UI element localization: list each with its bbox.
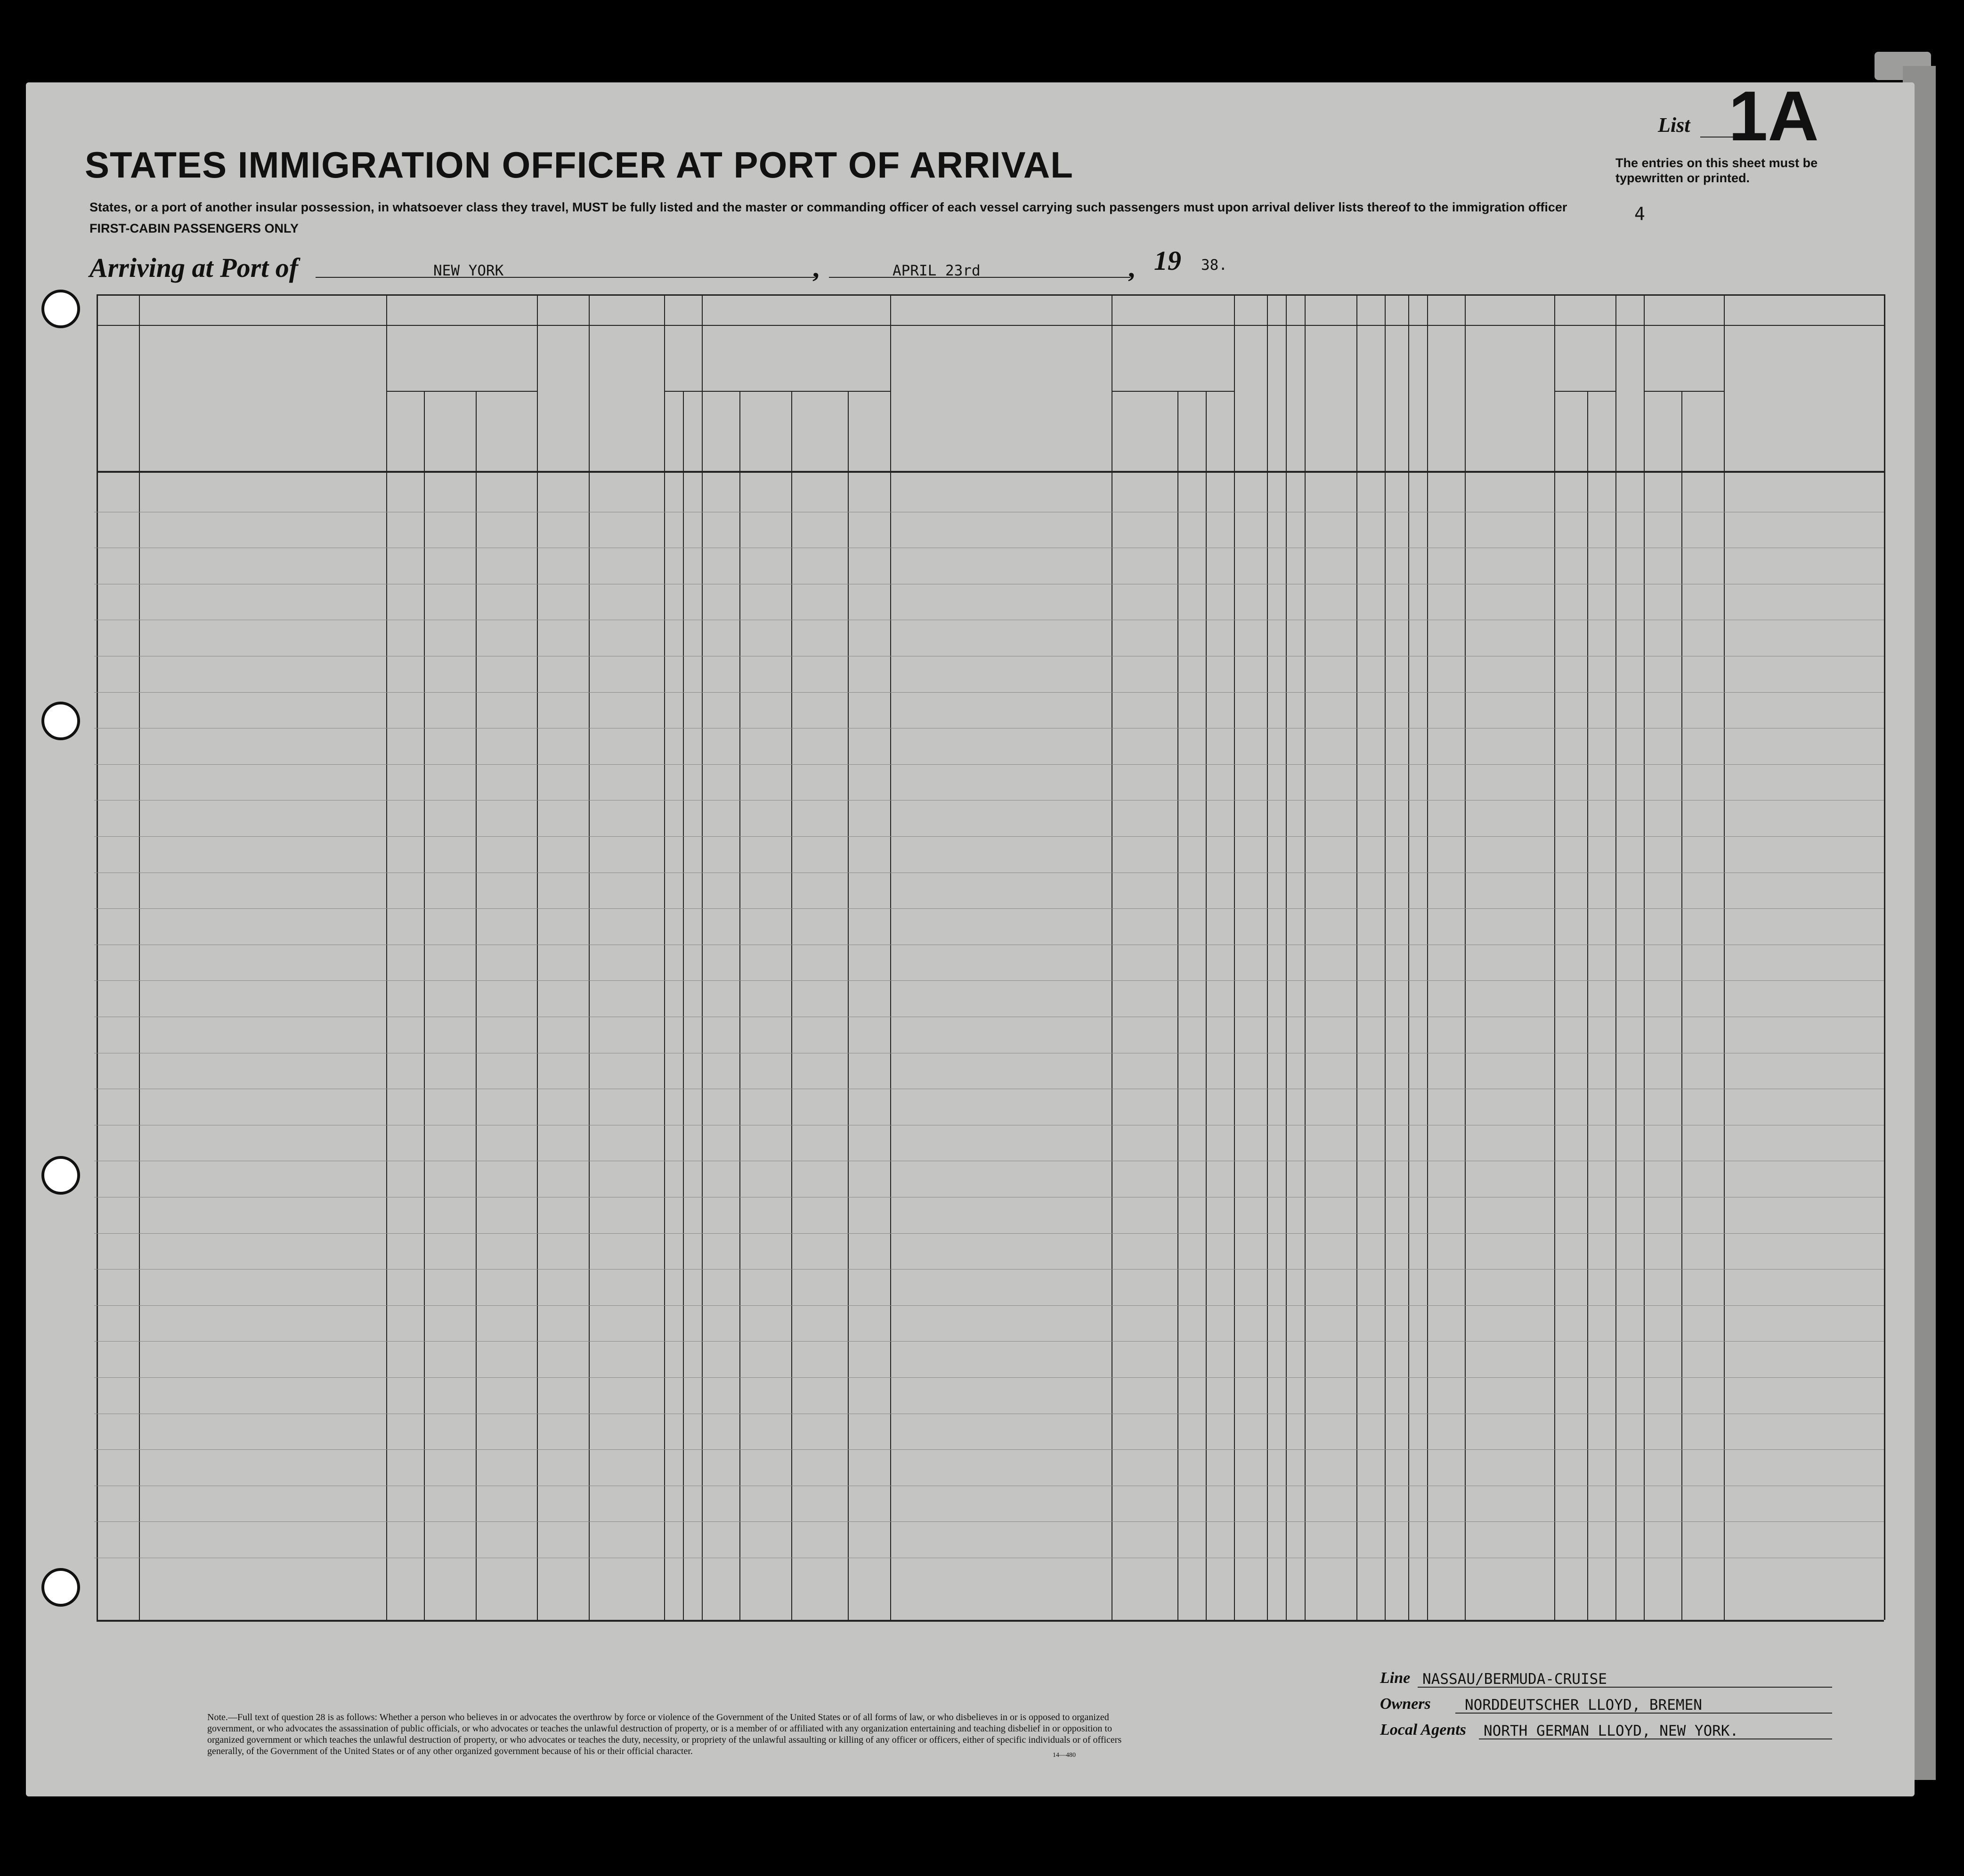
column-rule — [139, 294, 140, 1620]
row-rule — [94, 764, 1884, 765]
column-rule — [1587, 391, 1588, 1620]
row-rule — [94, 1269, 1884, 1270]
column-rule — [1305, 294, 1306, 1620]
column-rule — [97, 294, 98, 1620]
column-rule — [1356, 294, 1357, 1620]
column-rule — [1644, 294, 1645, 1620]
column-rule — [386, 294, 387, 1620]
column-rule — [1177, 391, 1178, 1620]
row-rule — [94, 1233, 1884, 1234]
row-rule — [94, 1341, 1884, 1342]
owners-label: Owners — [1380, 1695, 1431, 1713]
column-rule — [1615, 294, 1616, 1620]
typewritten-note: The entries on this sheet must be typewritten or printed. — [1615, 156, 1818, 185]
list-number: 1A — [1729, 76, 1819, 155]
column-rule — [739, 391, 740, 1620]
comma2: , — [1128, 252, 1135, 283]
page-title: STATES IMMIGRATION OFFICER AT PORT OF ARRIVAL — [85, 144, 1073, 186]
row-rule — [94, 908, 1884, 909]
purpose-sub-rule — [1112, 391, 1234, 392]
row-rule — [94, 836, 1884, 837]
row-rule — [94, 1449, 1884, 1450]
height-sub-rule — [1554, 391, 1615, 392]
punch-hole — [41, 1156, 80, 1195]
column-rule — [1234, 294, 1235, 1620]
column-rule — [664, 294, 665, 1620]
list-label: List — [1658, 113, 1690, 137]
column-rule — [1681, 391, 1682, 1620]
line-value: NASSAU/BERMUDA-CRUISE — [1422, 1671, 1607, 1688]
column-rule — [476, 391, 477, 1620]
column-rule — [702, 294, 703, 1620]
form-number: 14—480 — [1053, 1752, 1076, 1759]
column-rule — [791, 391, 792, 1620]
column-rule — [537, 294, 538, 1620]
column-rule — [1267, 294, 1268, 1620]
row-rule — [94, 800, 1884, 801]
column-rule — [589, 294, 590, 1620]
arriving-label: Arriving at Port of — [89, 252, 299, 283]
agents-value: NORTH GERMAN LLOYD, NEW YORK. — [1484, 1722, 1739, 1739]
row-rule — [94, 1377, 1884, 1378]
port-underline — [316, 277, 815, 278]
row-rule — [94, 1305, 1884, 1306]
date-value: APRIL 23rd — [893, 262, 981, 279]
column-rule — [683, 391, 684, 1620]
row-rule — [94, 1521, 1884, 1522]
column-rule — [1465, 294, 1466, 1620]
dest-sub-rule — [386, 391, 537, 392]
column-rule — [1408, 294, 1409, 1620]
year-suffix: 38. — [1201, 257, 1227, 274]
column-rule — [1427, 294, 1428, 1620]
punch-hole — [41, 290, 80, 328]
agents-label: Local Agents — [1380, 1721, 1466, 1739]
column-rule — [848, 391, 849, 1620]
port-value: NEW YORK — [433, 262, 504, 279]
line-label: Line — [1380, 1669, 1411, 1687]
column-rule — [1554, 294, 1555, 1620]
row-rule — [94, 980, 1884, 981]
column-rule — [1724, 294, 1725, 1620]
manifest-sheet — [26, 82, 1915, 1796]
row-rule — [94, 692, 1884, 693]
cabin-class: FIRST-CABIN PASSENGERS ONLY — [89, 221, 299, 235]
year-prefix: 19 — [1154, 245, 1181, 276]
table-bottom-rule — [97, 1620, 1884, 1622]
column-rule — [1206, 391, 1207, 1620]
punch-hole — [41, 702, 80, 740]
sheet-number: 4 — [1634, 203, 1645, 224]
footnote: Note.—Full text of question 28 is as follows: Whether a person who believes in or advocates the overthrow by force or violence of the Government of the United States or of all forms of law, or who disbelieves in or is opposed to organized government, or who advocates the assassination of public officials, or who advocates or teaches the unlawful destruction of property, or is a member of or affiliated with any organization entertaining and teaching disbelief in or opposition to organized government or which teaches the unlawful destruction of property, or who advocates or teaches the duty, necessity, or propriety of the unlawful assaulting or killing of any officer or officers, either of specific individuals or of officers generally, of the Government of the United States or of any other organized government because of his or their official character. — [207, 1712, 1122, 1756]
color-sub-rule — [1644, 391, 1724, 392]
column-rule — [1884, 294, 1885, 1620]
owners-value: NORDDEUTSCHER LLOYD, BREMEN — [1465, 1697, 1702, 1714]
column-rule — [1385, 294, 1386, 1620]
comma: , — [812, 252, 820, 283]
column-rule — [890, 294, 891, 1620]
punch-hole — [41, 1568, 80, 1607]
prev-sub-rule — [664, 391, 890, 392]
page-subtitle: States, or a port of another insular possession, in whatsoever class they travel, MUST be fully listed and the master or commanding officer of each vessel carrying such passengers must upon arrival deliver lists thereof to the immigration officer — [89, 200, 1567, 214]
column-rule — [424, 391, 425, 1620]
column-rule — [1286, 294, 1287, 1620]
